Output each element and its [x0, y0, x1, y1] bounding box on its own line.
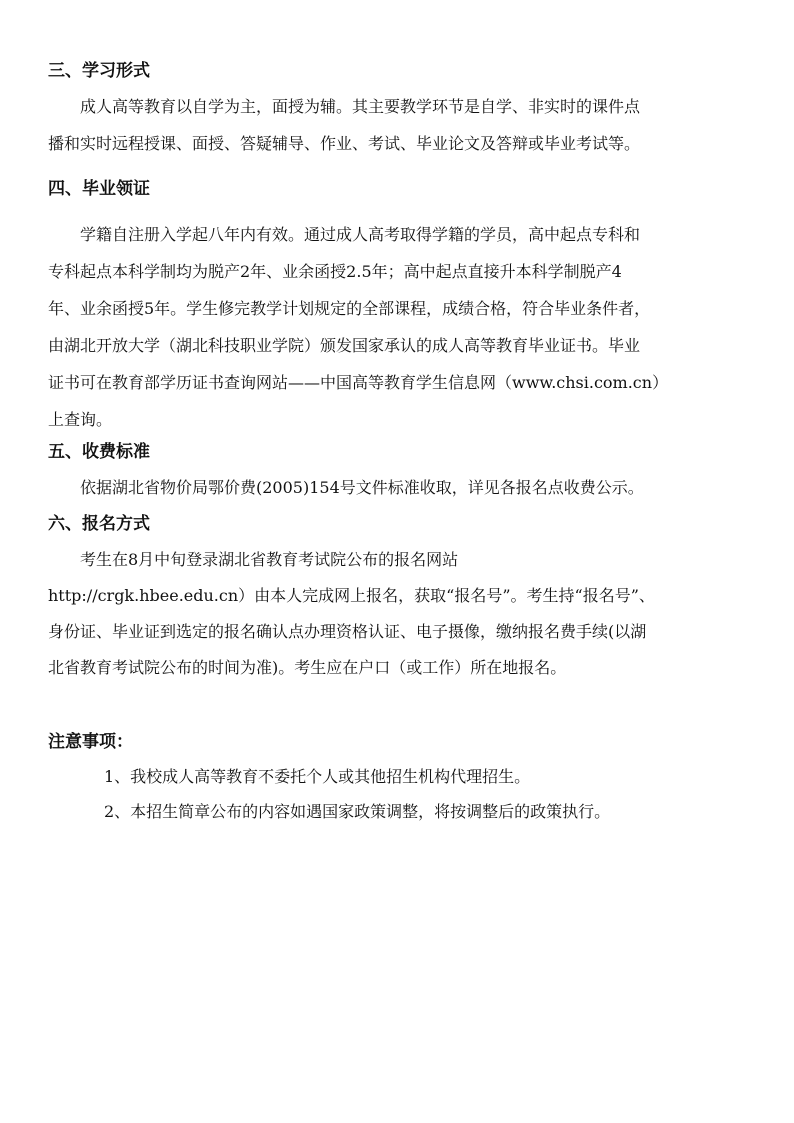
note-item: 1、我校成人高等教育不委托个人或其他招生机构代理招生。: [104, 767, 531, 786]
text-line: 播和实时远程授课、面授、答疑辅导、作业、考试、毕业论文及答辩或毕业考试等。: [48, 134, 641, 153]
text-line: 成人高等教育以自学为主，面授为辅。其主要教学环节是自学、非实时的课件点: [80, 97, 641, 116]
text-line: 由湖北开放大学（湖北科技职业学院）颁发国家承认的成人高等教育毕业证书。毕业: [48, 336, 641, 355]
section-body-study-format: [48, 88, 750, 162]
section-body-graduation: [48, 216, 750, 438]
section-heading-fees: 五、收费标准: [48, 442, 150, 462]
text-line: 专科起点本科学制均为脱产2年、业余函授2.5年；高中起点直接升本科学制脱产4: [48, 262, 622, 281]
registration-line-3: 身份证、毕业证到选定的报名确认点办理资格认证、电子摄像，缴纳报名费手续(以湖: [48, 622, 647, 641]
section-body-fees: 依据湖北省物价局鄂价费(2005)154号文件标准收取，详见各报名点收费公示。: [80, 478, 644, 497]
registration-line-1: 考生在8月中旬登录湖北省教育考试院公布的报名网站: [80, 550, 459, 569]
notes-heading: 注意事项：: [48, 732, 133, 752]
section-heading-registration: 六、报名方式: [48, 514, 150, 534]
text-line: 学籍自注册入学起八年内有效。通过成人高考取得学籍的学员，高中起点专科和: [80, 225, 641, 244]
section-heading-study-format: 三、学习形式: [48, 61, 150, 81]
text-line: 上查询。: [48, 410, 113, 429]
registration-line-4: 北省教育考试院公布的时间为准)。考生应在户口（或工作）所在地报名。: [48, 658, 567, 677]
section-heading-graduation: 四、毕业领证: [48, 179, 150, 199]
registration-line-2: http://crgk.hbee.edu.cn）由本人完成网上报名，获取“报名号”。考生持“报名号”、: [48, 586, 655, 605]
text-line: 证书可在教育部学历证书查询网站——中国高等教育学生信息网（www.chsi.com.cn）: [48, 373, 669, 392]
note-item: 2、本招生简章公布的内容如遇国家政策调整，将按调整后的政策执行。: [104, 802, 611, 821]
text-line: 年、业余函授5年。学生修完教学计划规定的全部课程，成绩合格，符合毕业条件者，: [48, 299, 651, 318]
